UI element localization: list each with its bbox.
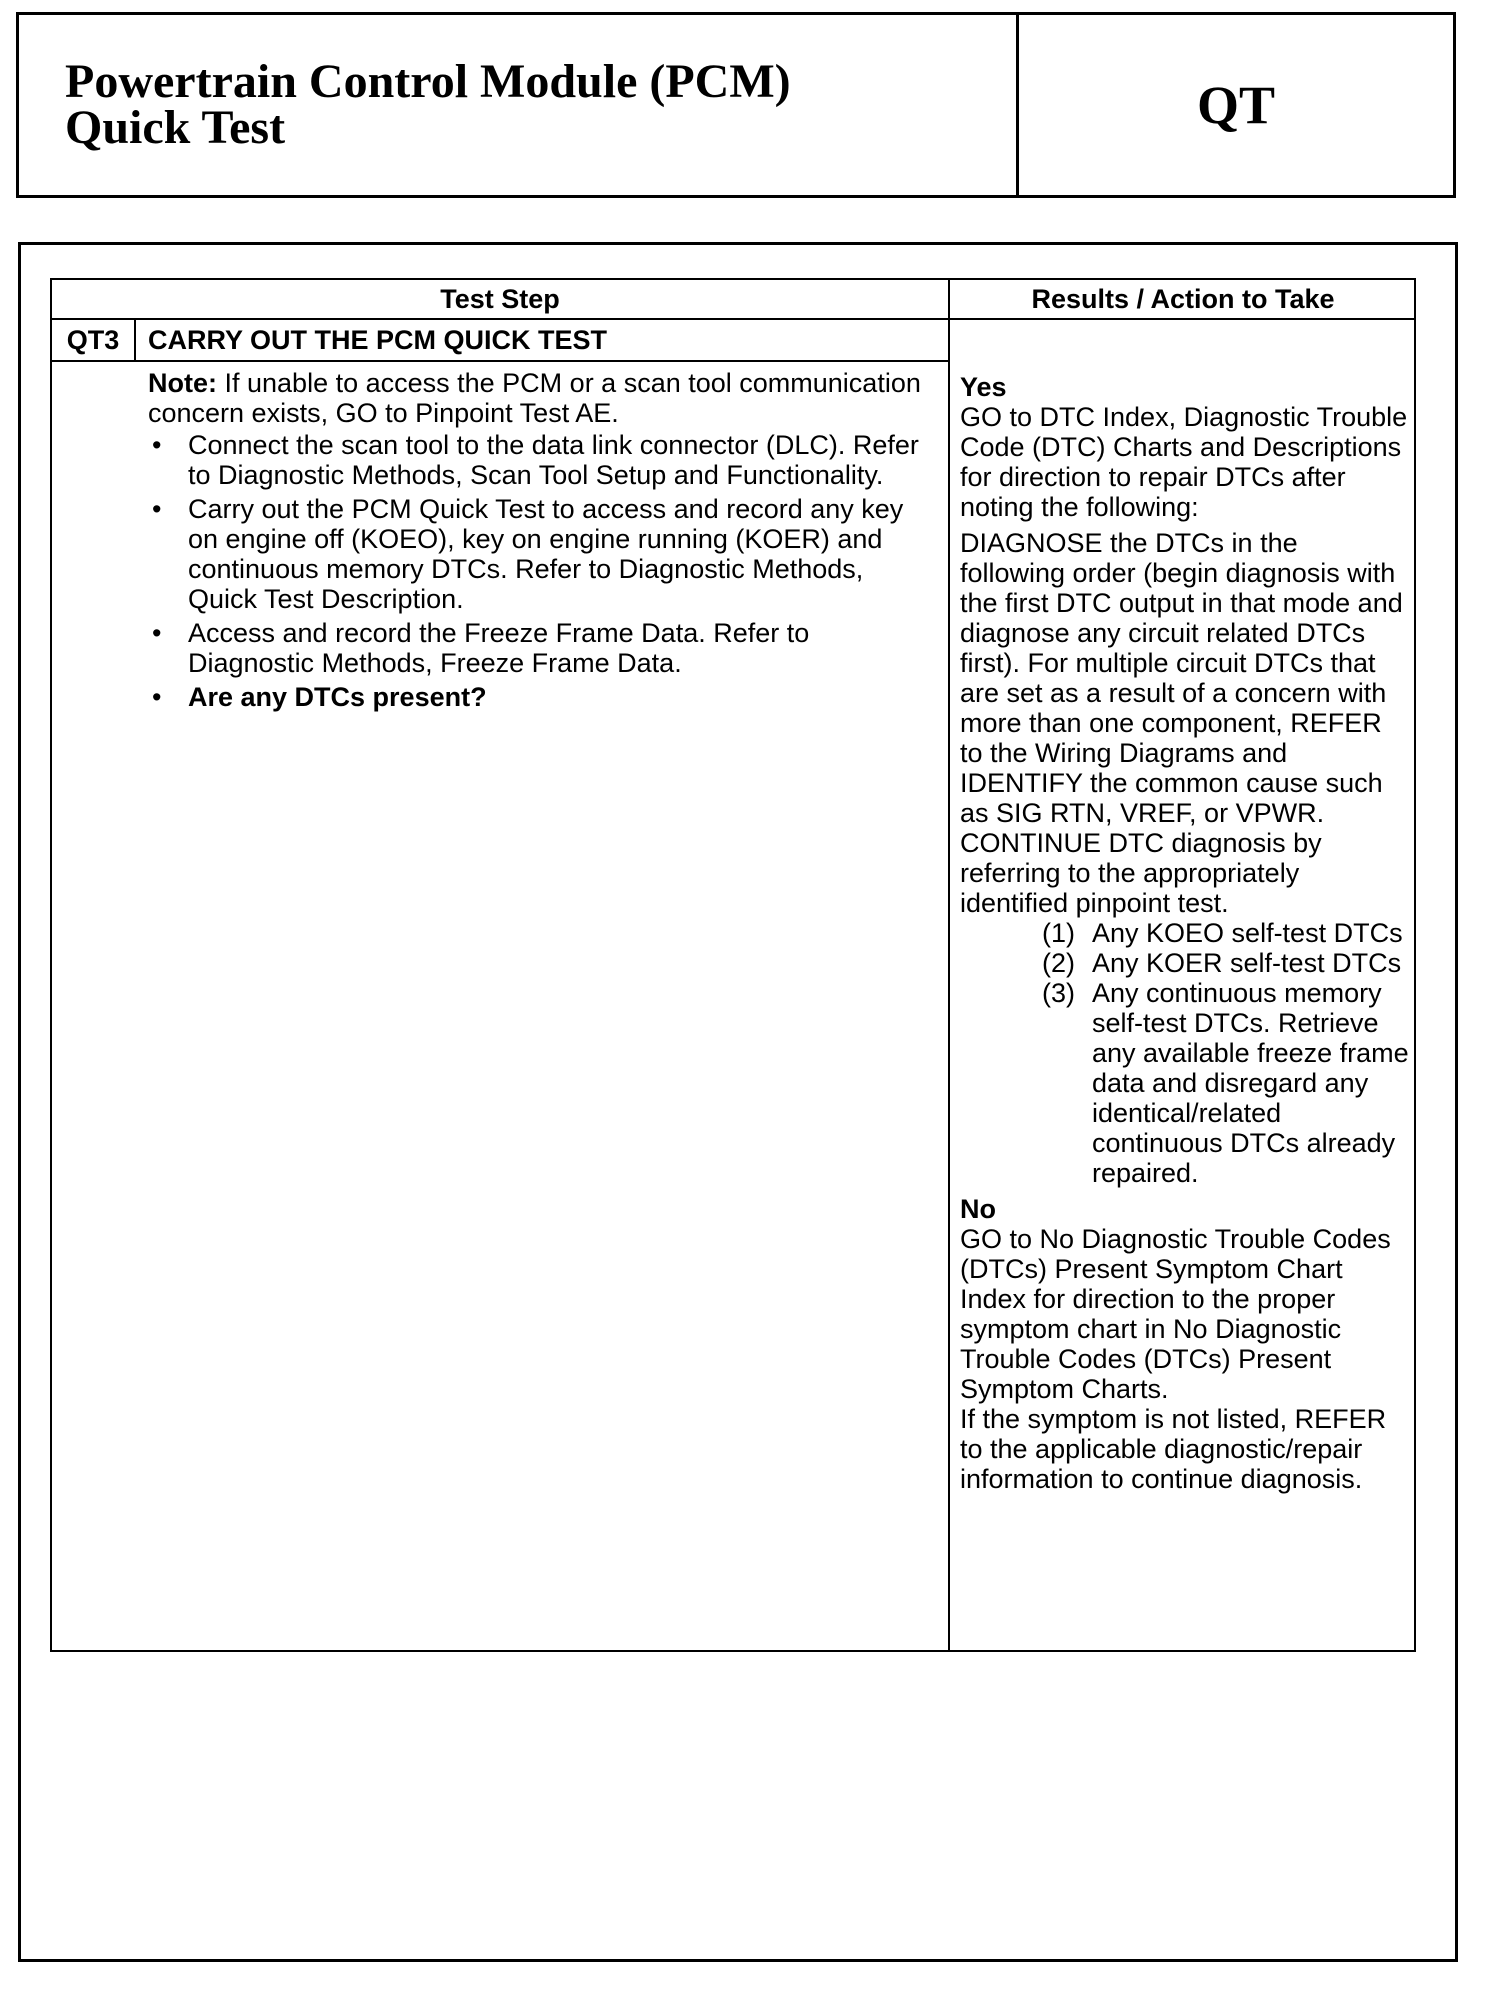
no-text-2: If the symptom is not listed, REFER to the applicable diagnostic/repair information to continue diagnosis. [960, 1404, 1387, 1494]
bullet-icon: • [152, 494, 162, 524]
priority-text: Any continuous memory self-test DTCs. Retrieve any available freeze frame data and disregard any identical/related continuous DTCs already repaired. [1092, 978, 1409, 1188]
no-label: No [960, 1194, 996, 1224]
bullet-icon: • [152, 682, 162, 712]
yes-text-2: DIAGNOSE the DTCs in the following order (begin diagnosis with the first DTC output in that mode and diagnose any circuit related DTCs first). For multiple circuit DTCs that are set as a result of a concern with more than one component, REFER to the Wiring Diagrams and IDENTIFY the common cause such as SIG RTN, VREF, or VPWR. CONTINUE DTC diagnosis by referring to the appropriately identified pinpoint test. [960, 528, 1403, 918]
bullet-text: Access and record the Freeze Frame Data. Refer to Diagnostic Methods, Freeze Frame Data. [188, 618, 810, 678]
step-number: QT3 [66, 325, 120, 355]
no-text-1: GO to No Diagnostic Trouble Codes (DTCs) Present Symptom Chart Index for direction to the proper symptom chart in No Diagnostic Trouble Codes (DTCs) Present Symptom Charts. [960, 1224, 1391, 1404]
column-header-results: Results / Action to Take [1031, 284, 1335, 314]
column-header-test-step: Test Step [440, 284, 560, 314]
list-item [148, 682, 938, 712]
note-label: Note: [148, 368, 217, 398]
question-text: Are any DTCs present? [188, 682, 487, 712]
list-item [1042, 948, 1410, 978]
page-header [16, 12, 1456, 198]
column-divider [948, 280, 950, 1650]
note-paragraph [148, 368, 938, 428]
list-item [148, 494, 938, 614]
step-number-divider [134, 320, 136, 360]
priority-number: (3) [1042, 978, 1075, 1008]
step-bullet-list [148, 430, 938, 712]
bullet-text: Connect the scan tool to the data link connector (DLC). Refer to Diagnostic Methods, Scan Tool Setup and Functionality. [188, 430, 919, 490]
header-title-cell [19, 15, 1019, 195]
page-title-line-1: Powertrain Control Module (PCM) [65, 55, 791, 108]
bullet-icon: • [152, 618, 162, 648]
header-code-cell [1019, 15, 1453, 195]
list-item [1042, 918, 1410, 948]
step-title: CARRY OUT THE PCM QUICK TEST [148, 325, 608, 355]
list-item [148, 618, 938, 678]
priority-text: Any KOEO self-test DTCs [1092, 918, 1403, 948]
yes-text-1: GO to DTC Index, Diagnostic Trouble Code (DTC) Charts and Descriptions for direction to repair DTCs after noting the following: [960, 402, 1408, 522]
priority-number: (2) [1042, 948, 1075, 978]
section-code: QT [1196, 75, 1276, 135]
results-body [960, 372, 1410, 1494]
page-title-line-2: Quick Test [65, 101, 286, 154]
table-header-row [52, 280, 1414, 320]
list-item [148, 430, 938, 490]
bullet-text: Carry out the PCM Quick Test to access and record any key on engine off (KOEO), key on engine running (KOER) and continuous memory DTCs. Refer to Diagnostic Methods, Quick Test Description. [188, 494, 904, 614]
priority-number: (1) [1042, 918, 1075, 948]
yes-label: Yes [960, 372, 1007, 402]
bullet-icon: • [152, 430, 162, 460]
priority-list [960, 918, 1410, 1188]
list-item [1042, 978, 1410, 1188]
priority-text: Any KOER self-test DTCs [1092, 948, 1402, 978]
test-step-body [148, 368, 938, 716]
test-step-table [50, 278, 1416, 1652]
note-text: If unable to access the PCM or a scan tool communication concern exists, GO to Pinpoint Test AE. [148, 368, 921, 428]
